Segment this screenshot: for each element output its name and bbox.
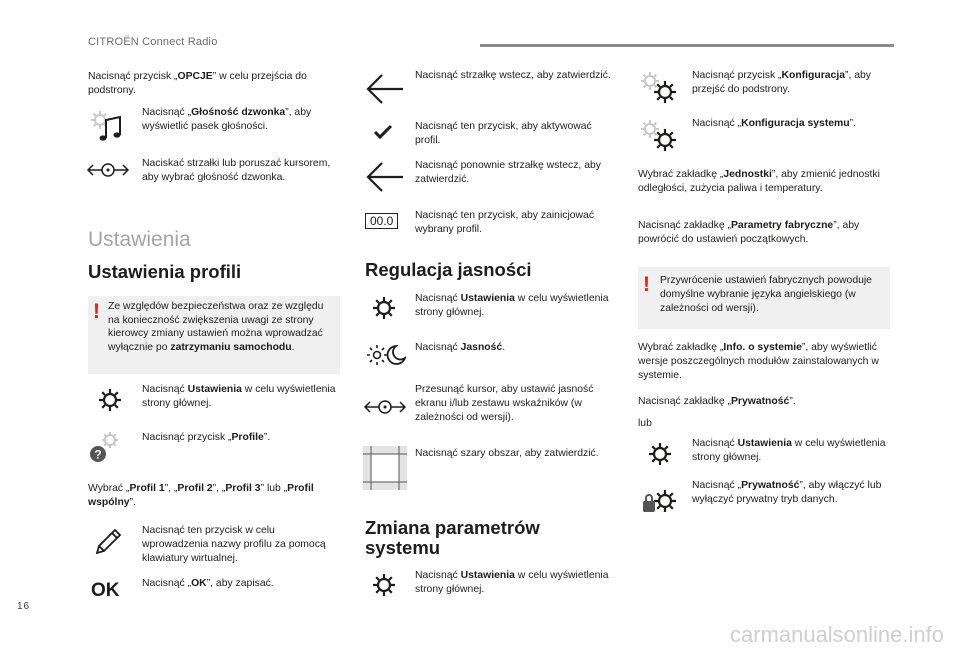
config-text: Nacisnąć przycisk „Konfiguracja”, aby przejść do podstrony. (692, 70, 872, 95)
privacy-lock-gear-icon (640, 484, 680, 520)
page-header-title: CITROËN Connect Radio (88, 36, 218, 48)
gear-music-icon (88, 108, 128, 144)
system-info-text: Wybrać zakładkę „Info. o systemie”, aby wyświetlić wersje poszczególnych modułów zainstalowanych w systemie. (638, 342, 879, 381)
header-divider (480, 44, 894, 47)
pencil-text: Nacisnąć ten przycisk w celu wprowadzenia nazwy profilu za pomocą klawiatury wirtualnej. (142, 525, 326, 564)
warning-box (88, 296, 340, 374)
settings-text-2: Nacisnąć Ustawienia w celu wyświetlenia strony głównej. (415, 293, 609, 318)
section-heading-settings: Ustawienia (88, 228, 191, 251)
units-text: Wybrać zakładkę „Jednostki”, aby zmienić jednostki odległości, zużycia paliwa i temperatury. (638, 169, 880, 194)
settings-text-4: Nacisnąć Ustawienia w celu wyświetlenia strony głównej. (692, 438, 886, 463)
check-text: Nacisnąć ten przycisk, aby aktywować profil. (415, 121, 592, 146)
checkmark-icon (373, 124, 393, 140)
ring-volume-text: Nacisnąć „Głośność dzwonka”, aby wyświetlić pasek głośności. (142, 107, 312, 132)
grey-area-text: Nacisnąć szary obszar, aby zatwierdzić. (415, 448, 599, 459)
reset-button-icon: 00.0 (365, 213, 398, 229)
settings-gear-icon-2 (371, 295, 397, 321)
subsection-heading-brightness: Regulacja jasności (365, 259, 532, 280)
back-text-1: Nacisnąć strzałkę wstecz, aby zatwierdzić. (415, 70, 611, 81)
warning-exclamation-icon: ! (93, 300, 100, 323)
settings-gear-icon-3 (371, 572, 397, 598)
subsection-heading-system: Zmiana parametrów systemu (365, 517, 540, 558)
warning-exclamation-icon-2: ! (643, 273, 650, 296)
privacy-text: Nacisnąć „Prywatność”, aby włączyć lub wyłączyć prywatny tryb danych. (692, 480, 882, 505)
profile-text: Nacisnąć przycisk „Profile”. (142, 432, 271, 443)
left-right-arrows-icon (86, 160, 130, 180)
factory-warning-box (638, 267, 890, 329)
sun-moon-icon (366, 342, 406, 368)
grey-area-icon (363, 446, 407, 490)
privacy-tab-text: Nacisnąć zakładkę „Prywatność”. (638, 396, 796, 407)
system-config-text: Nacisnąć „Konfiguracja systemu”. (692, 118, 857, 129)
config-gears-icon (638, 70, 682, 106)
reset-text: Nacisnąć ten przycisk, aby zainicjować wybrany profil. (415, 210, 595, 235)
back-arrow-icon-2 (365, 160, 405, 194)
settings-gear-icon (97, 387, 123, 413)
settings-text: Nacisnąć Ustawienia w celu wyświetlenia strony głównej. (142, 384, 336, 409)
factory-text: Nacisnąć zakładkę „Parametry fabryczne”, aby powrócić do ustawień początkowych. (638, 220, 860, 245)
factory-warning-text: Przywrócenie ustawień fabrycznych powoduje domyślne wybranie języka angielskiego (w zależności od wersji). (660, 275, 872, 314)
warning-text: Ze względów bezpieczeństwa oraz ze względu na konieczność zwiększenia uwagi ze strony kierowcy zmiany ustawień można wprowadzać wyłącznie po zatrzymaniu samochodu. (108, 301, 324, 353)
page-number: 16 (17, 601, 31, 612)
slider-text: Przesunąć kursor, aby ustawić jasność ekranu i/lub zestawu wskaźników (w zależności od wersji). (415, 384, 594, 423)
brightness-text: Nacisnąć Jasność. (415, 342, 506, 353)
back-arrow-icon (365, 72, 405, 106)
subsection-heading-profiles: Ustawienia profili (88, 261, 242, 282)
pencil-icon (93, 525, 123, 557)
ok-text: Nacisnąć „OK”, aby zapisać. (142, 578, 274, 589)
watermark: carmanualsonline.info (729, 622, 944, 647)
system-config-gears-icon (638, 118, 682, 154)
intro-text: Nacisnąć przycisk „OPCJE” w celu przejścia do podstrony. (88, 71, 307, 96)
arrows-text: Naciskać strzałki lub poruszać kursorem, aby wybrać głośność dzwonka. (142, 158, 331, 183)
profile-question-icon (88, 430, 124, 464)
settings-text-3: Nacisnąć Ustawienia w celu wyświetlenia strony głównej. (415, 570, 609, 595)
slider-arrows-icon (363, 397, 407, 417)
settings-gear-icon-4 (647, 441, 673, 467)
choose-profile-text: Wybrać „Profil 1”, „Profil 2”, „Profil 3” lub „Profil wspólny”. (88, 483, 314, 508)
svg-text:?: ? (94, 447, 102, 462)
ok-button-icon: OK (91, 580, 120, 601)
back-text-2: Nacisnąć ponownie strzałkę wstecz, aby zatwierdzić. (415, 160, 601, 185)
or-text: lub (638, 418, 652, 429)
